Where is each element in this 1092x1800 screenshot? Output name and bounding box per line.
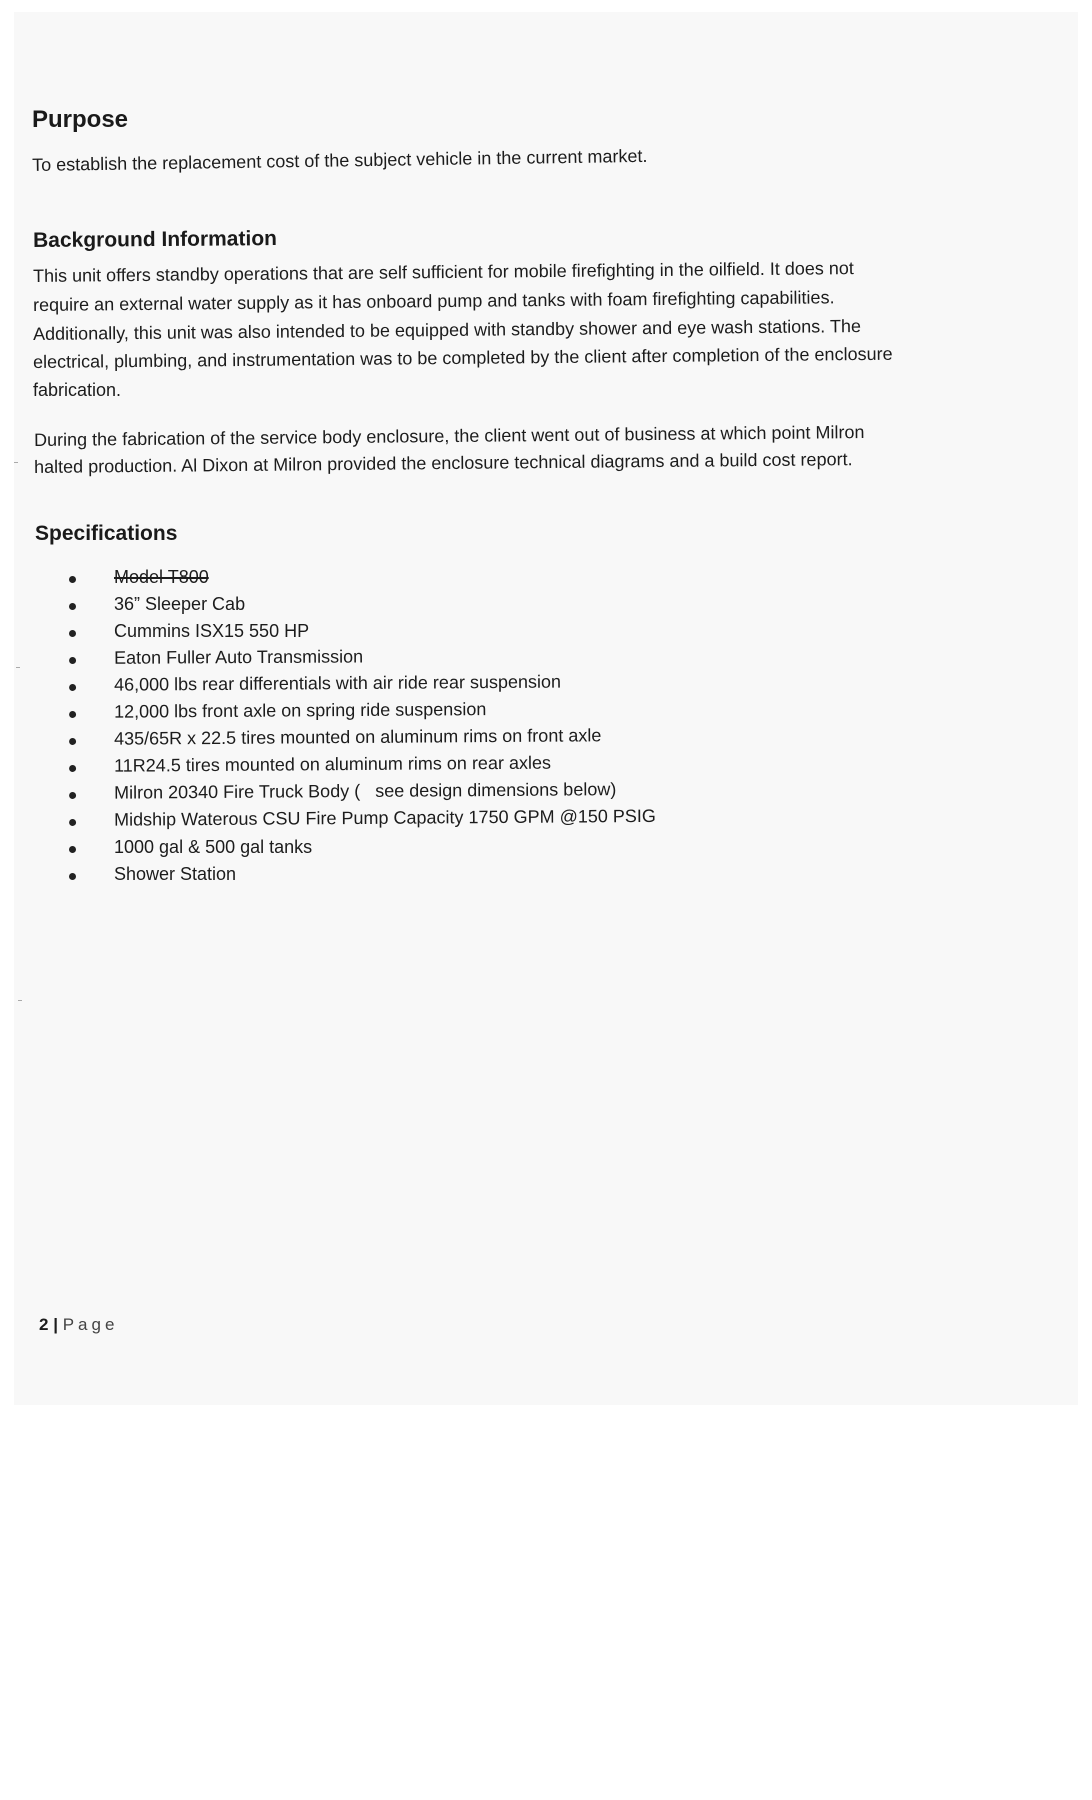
background-line: During the fabrication of the service body enclosure, the client went out of business at which point Milron — [34, 422, 865, 450]
spec-item-text: 46,000 lbs rear differentials with air ride rear suspension — [113, 671, 562, 695]
background-line: fabrication. — [33, 380, 122, 400]
spec-item — [69, 864, 656, 891]
bullet-icon — [69, 792, 76, 799]
bullet-icon — [69, 873, 76, 880]
scan-speck — [18, 1000, 22, 1001]
bullet-icon — [69, 630, 76, 637]
footer-separator: | — [53, 1315, 58, 1334]
spec-item — [69, 725, 656, 756]
spec-item-text: Milron 20340 Fire Truck Body ( see design dimensions below) — [113, 779, 617, 803]
specifications-list — [69, 567, 656, 891]
spec-item-text: Shower Station — [114, 864, 237, 884]
spec-item — [69, 671, 656, 702]
background-line: This unit offers standby operations that are self sufficient for mobile firefighting in the oilfield. It does not — [33, 258, 854, 286]
scan-speck — [14, 462, 18, 463]
background-line: require an external water supply as it has onboard pump and tanks with foam firefighting capabilities. — [33, 287, 835, 315]
bullet-icon — [69, 738, 76, 745]
spec-item — [69, 698, 656, 729]
spec-item — [69, 779, 656, 810]
background-line: Additionally, this unit was also intended to be equipped with standby shower and eye wash stations. The — [33, 316, 862, 344]
bullet-icon — [69, 765, 76, 772]
bullet-icon — [69, 846, 76, 853]
purpose-text: To establish the replacement cost of the subject vehicle in the current market. — [31, 145, 648, 175]
spec-item-text: Midship Waterous CSU Fire Pump Capacity 1750 GPM @150 PSIG — [113, 805, 656, 830]
spec-item-text: Model T800 — [114, 567, 209, 587]
spec-item-text: 12,000 lbs front axle on spring ride suspension — [113, 699, 487, 722]
bullet-icon — [69, 711, 76, 718]
background-line: electrical, plumbing, and instrumentation was to be completed by the client after completion of the enclosure — [33, 343, 893, 372]
spec-item-text: 36” Sleeper Cab — [114, 594, 246, 614]
spec-item — [69, 806, 656, 837]
background-heading: Background Information — [33, 227, 278, 252]
document-page — [14, 12, 1078, 1405]
spec-item-text: 11R24.5 tires mounted on aluminum rims on rear axles — [113, 752, 552, 776]
bullet-icon — [69, 657, 76, 664]
page-number: 2 — [39, 1315, 49, 1334]
spec-item-text: 1000 gal & 500 gal tanks — [114, 837, 313, 857]
specifications-heading: Specifications — [35, 522, 178, 545]
spec-item — [69, 752, 656, 783]
bullet-icon — [69, 819, 76, 826]
spec-item — [69, 594, 656, 621]
bullet-icon — [69, 684, 76, 691]
spec-item-text: Cummins ISX15 550 HP — [114, 621, 310, 641]
spec-item-text: Eaton Fuller Auto Transmission — [113, 646, 364, 668]
spec-item — [69, 621, 656, 648]
scan-speck — [16, 667, 20, 668]
spec-item — [69, 567, 656, 594]
spec-item — [69, 837, 656, 864]
bullet-icon — [69, 603, 76, 610]
page-label: Page — [62, 1315, 119, 1334]
bullet-icon — [69, 576, 76, 583]
spec-item — [69, 645, 656, 675]
page-footer — [39, 1315, 118, 1335]
spec-item-text: 435/65R x 22.5 tires mounted on aluminum rims on front axle — [113, 725, 602, 749]
background-line: halted production. Al Dixon at Milron provided the enclosure technical diagrams and a build cost report. — [34, 449, 853, 477]
purpose-heading: Purpose — [32, 106, 129, 133]
